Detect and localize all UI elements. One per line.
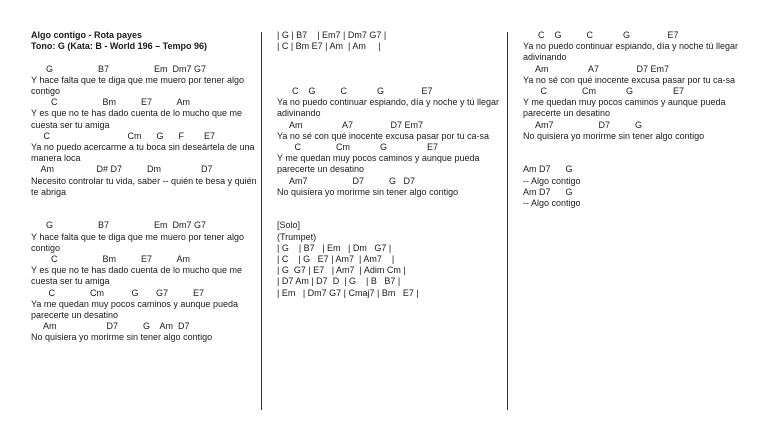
column-left-lines	[31, 52, 263, 343]
blank-line	[277, 198, 499, 209]
song-title: Algo contigo - Rota payes	[31, 30, 143, 40]
chord-line: | Em | Dm7 G7 | Cmaj7 | Bm E7 |	[277, 287, 419, 298]
lyric-line: Y hace falta que te diga que me muero por tener algo contigo	[31, 231, 244, 253]
chord-line: C Bm E7 Am	[31, 97, 191, 108]
chord-line: | G | B7 | Em7 | Dm7 G7 |	[277, 30, 387, 40]
blank-line	[277, 64, 499, 75]
lyric-line: No quisiera yo morirme sin tener algo contigo	[523, 130, 705, 141]
chord-line: C Cm G E7	[523, 86, 685, 97]
blank-line	[277, 209, 499, 220]
lyric-line: Ya no sé con qué inocente excusa pasar por tu ca-sa	[523, 74, 735, 85]
lyric-line: Y me quedan muy pocos caminos y aunque pueda parecerte un desatino	[277, 153, 480, 175]
column-right	[523, 30, 749, 209]
chord-line: G B7 Em Dm7 G7	[31, 220, 207, 231]
column-right-lines	[523, 30, 749, 209]
blank-line	[523, 142, 749, 153]
column-divider-right	[507, 32, 508, 410]
lyric-line: Y hace falta que te diga que me muero por tener algo contigo	[31, 74, 244, 96]
lyric-line: -- Algo contigo	[523, 198, 581, 209]
chord-line: C G C G E7	[523, 30, 679, 40]
chord-line: (Trumpet)	[277, 231, 317, 242]
column-left	[31, 30, 263, 344]
chord-line: C Bm E7 Am	[31, 254, 191, 265]
lyric-line: Necesito controlar tu vida, saber -- quién te besa y quién te abriga	[31, 175, 257, 197]
lyric-line: Ya me quedan muy pocos caminos y aunque pueda parecerte un desatino	[31, 298, 238, 321]
chord-line: | G | B7 | Em | Dm G7 |	[277, 242, 392, 253]
lyric-line: -- Algo contigo	[523, 175, 581, 186]
chord-line: Am7 D7 G D7	[277, 175, 416, 186]
blank-line	[277, 75, 499, 86]
chord-line: C G C G E7	[277, 85, 433, 96]
column-divider-left	[261, 32, 262, 410]
column-middle-lines	[277, 30, 499, 299]
chord-line: C Cm G F E7	[31, 130, 216, 141]
blank-line	[31, 198, 263, 209]
lyric-line: Ya no puedo continuar espiando, día y noche y tú llegar adivinando	[277, 97, 499, 119]
chord-line: | G G7 | E7 | Am7 | Adim Cm |	[277, 265, 406, 276]
lyric-line: Y me quedan muy pocos caminos y aunque pueda parecerte un desatino	[523, 97, 726, 119]
chord-line: Am7 D7 G	[523, 119, 643, 130]
lyric-line: Ya no sé con qué inocente excusa pasar por tu ca-sa	[277, 130, 489, 141]
chord-line: G B7 Em Dm7 G7	[31, 63, 207, 74]
lyric-line: No quisiera yo morirme sin tener algo contigo	[31, 332, 213, 343]
lyric-line: Ya no puedo acercarme a tu boca sin deseártela de una manera loca	[31, 142, 255, 164]
lyric-line: Ya no puedo continuar espiando, día y noche tú llegar adivinando	[523, 41, 738, 63]
chord-line: | C | G E7 | Am7 | Am7 |	[277, 253, 395, 264]
lyric-line: Y es que no te has dado cuenta de lo mucho que me cuesta ser tu amiga	[31, 265, 242, 287]
chord-line: C Cm G E7	[277, 141, 439, 152]
blank-line	[31, 52, 263, 63]
chord-line: | C | Bm E7 | Am | Am |	[277, 41, 381, 52]
chord-line: Am D7 G	[523, 164, 573, 175]
chord-line: C Cm G G7 E7	[31, 287, 205, 298]
blank-line	[523, 153, 749, 164]
chord-line: | D7 Am | D7 D | G | B B7 |	[277, 276, 401, 287]
lyric-line: No quisiera yo morirme sin tener algo contigo	[277, 186, 459, 197]
column-middle	[277, 30, 499, 299]
song-subtitle: Tono: G (Kata: B - World 196 – Tempo 96)	[31, 41, 208, 52]
chord-line: Am A7 D7 Em7	[523, 63, 670, 74]
chord-line: Am D7 G Am D7	[31, 321, 190, 332]
blank-line	[277, 52, 499, 63]
blank-line	[31, 209, 263, 220]
chord-line: Am D# D7 Dm D7	[31, 164, 213, 175]
chord-line: Am D7 G	[523, 186, 573, 197]
chord-line: [Solo]	[277, 220, 301, 231]
lyric-line: Y es que no te has dado cuenta de lo mucho que me cuesta ser tu amiga	[31, 108, 242, 130]
chord-line: Am A7 D7 Em7	[277, 119, 424, 130]
